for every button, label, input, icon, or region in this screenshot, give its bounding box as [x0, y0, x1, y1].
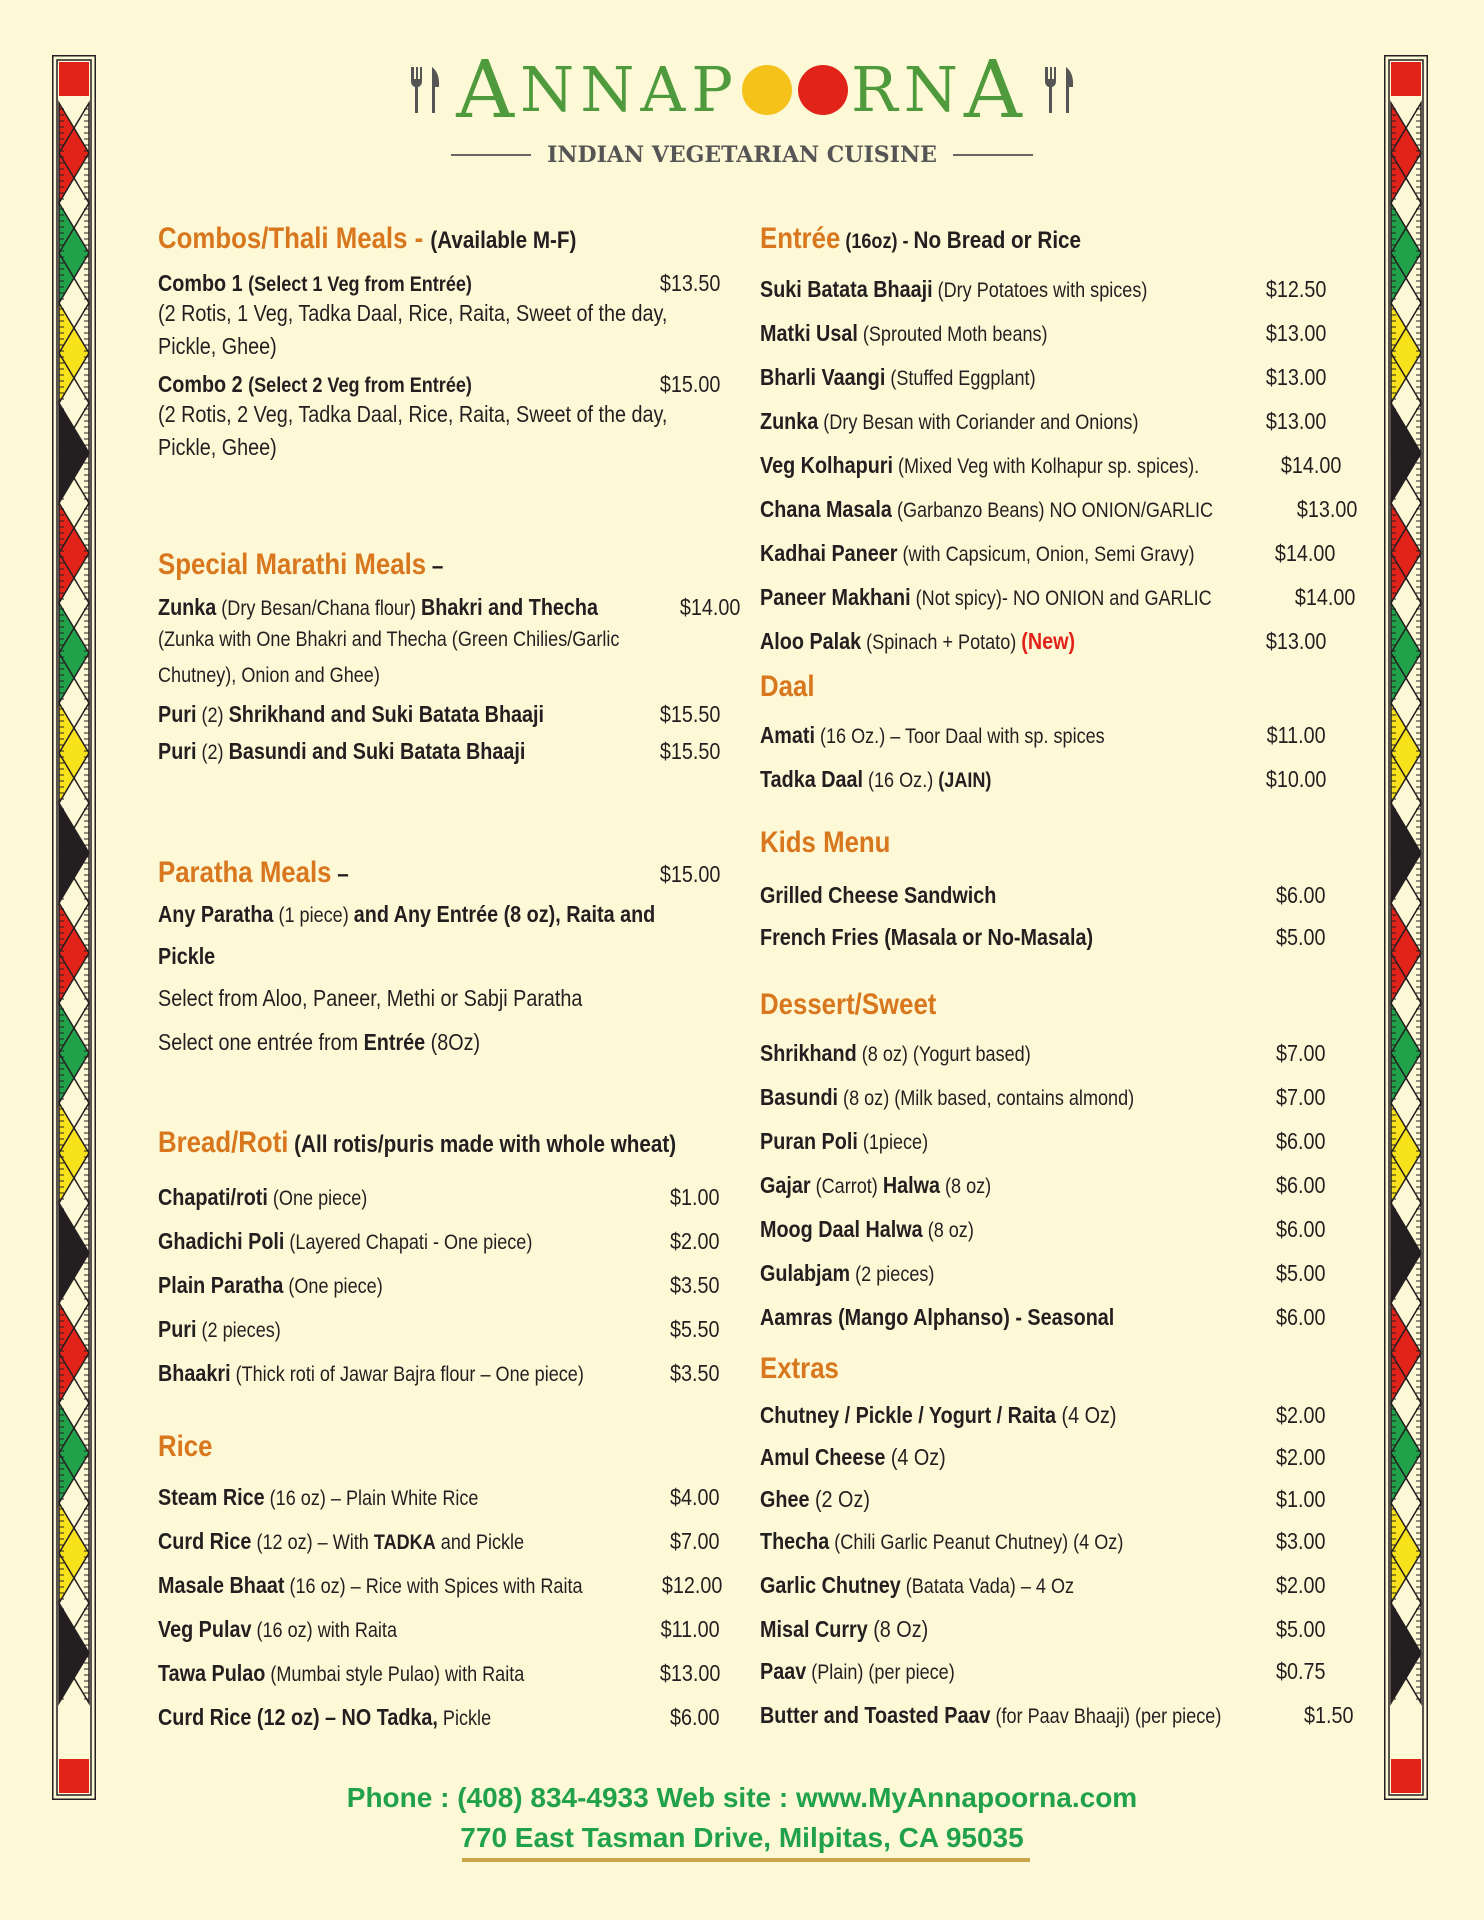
menu-item-combo2: Combo 2 (Select 2 Veg from Entrée) $15.00 — [158, 371, 720, 397]
logo-letter-a-end: A — [963, 43, 1028, 136]
footer-contact: Phone : (408) 834-4933 Web site : www.MyAnnapoorna.com — [346, 1782, 1138, 1813]
section-title-marathi: Special Marathi Meals – — [158, 548, 444, 581]
section-marathi — [158, 548, 740, 765]
paratha-line-2: Pickle — [158, 943, 216, 969]
decorative-border-right — [1384, 55, 1428, 1800]
menu-item-suki-batata: Suki Batata Bhaaji (Dry Potatoes with spices) $12.50 — [760, 276, 1326, 302]
fork-knife-icon — [1042, 65, 1076, 115]
menu-item-tawa-pulao: Tawa Pulao (Mumbai style Pulao) with Raita $13.00 — [158, 1660, 720, 1686]
menu-item-puran-poli: Puran Poli (1piece) $6.00 — [760, 1128, 1326, 1154]
menu-item-amul-cheese: Amul Cheese (4 Oz) $2.00 — [760, 1444, 1326, 1470]
logo-tagline — [0, 142, 1484, 168]
restaurant-logo — [0, 43, 1484, 168]
menu-item-chapati: Chapati/roti (One piece) $1.00 — [158, 1184, 720, 1210]
tagline-rule-right — [953, 154, 1033, 156]
footer-underline — [462, 1858, 1030, 1862]
section-bread — [158, 1126, 720, 1396]
menu-item-shrikhand: Shrikhand (8 oz) (Yogurt based) $7.00 — [760, 1040, 1326, 1066]
menu-item-butter-paav: Butter and Toasted Paav (for Paav Bhaaji) (per piece) $1.50 — [760, 1702, 1354, 1728]
menu-item-kadhai-paneer: Kadhai Paneer (with Capsicum, Onion, Semi Gravy) $14.00 — [760, 540, 1336, 566]
menu-column-right — [760, 222, 1358, 1728]
menu-item-veg-kolhapuri: Veg Kolhapuri (Mixed Veg with Kolhapur sp. spices). $14.00 — [760, 452, 1341, 478]
menu-item-matki-usal: Matki Usal (Sprouted Moth beans) $13.00 — [760, 320, 1326, 346]
section-paratha — [158, 856, 720, 1064]
paratha-line-1: Any Paratha (1 piece) and Any Entrée (8 oz), Raita and — [158, 901, 656, 927]
menu-item-paav: Paav (Plain) (per piece) $0.75 — [760, 1658, 1326, 1684]
section-title-kids: Kids Menu — [760, 826, 891, 859]
menu-item-ghee: Ghee (2 Oz) $1.00 — [760, 1486, 1326, 1512]
logo-dot-yellow — [742, 65, 792, 115]
paratha-price: $15.00 — [659, 861, 720, 887]
logo-letter-a: A — [456, 43, 521, 136]
section-title-paratha-row — [158, 856, 720, 890]
combo1-details: (2 Rotis, 1 Veg, Tadka Daal, Rice, Raita, Sweet of the day, — [158, 300, 668, 326]
menu-item-ghadichi-poli: Ghadichi Poli (Layered Chapati - One piece) $2.00 — [158, 1228, 720, 1254]
menu-item-puri-shrikhand: Puri (2) Shrikhand and Suki Batata Bhaaji $15.50 — [158, 701, 720, 727]
zunka-bhakri-details-2: Chutney), Onion and Ghee) — [158, 664, 380, 687]
section-extras — [760, 1352, 1354, 1738]
menu-item-thecha: Thecha (Chili Garlic Peanut Chutney) (4 Oz) $3.00 — [760, 1528, 1326, 1554]
section-rice — [158, 1430, 723, 1740]
section-combos — [158, 222, 720, 464]
menu-item-misal-curry: Misal Curry (8 Oz) $5.00 — [760, 1616, 1326, 1642]
section-entree — [760, 222, 1358, 664]
menu-item-garlic-chutney: Garlic Chutney (Batata Vada) – 4 Oz $2.00 — [760, 1572, 1326, 1598]
section-title-dessert: Dessert/Sweet — [760, 988, 937, 1021]
section-kids — [760, 826, 1326, 958]
menu-item-grilled-cheese: Grilled Cheese Sandwich $6.00 — [760, 882, 1326, 908]
menu-item-french-fries: French Fries (Masala or No-Masala) $5.00 — [760, 924, 1326, 950]
menu-item-zunka-bhakri: Zunka (Dry Besan/Chana flour) Bhakri and Thecha $14.00 — [158, 594, 740, 620]
menu-item-chutney: Chutney / Pickle / Yogurt / Raita (4 Oz) $2.00 — [760, 1402, 1326, 1428]
logo-wordmark — [394, 43, 1090, 136]
footer-address: 770 East Tasman Drive, Milpitas, CA 95035 — [460, 1822, 1024, 1853]
menu-item-combo1: Combo 1 (Select 1 Veg from Entrée) $13.50 — [158, 270, 720, 296]
menu-item-curd-rice-no-tadka: Curd Rice (12 oz) – NO Tadka, Pickle $6.00 — [158, 1704, 720, 1730]
menu-item-basundi: Basundi (8 oz) (Milk based, contains almond) $7.00 — [760, 1084, 1326, 1110]
menu-item-amati: Amati (16 Oz.) – Toor Daal with sp. spices $11.00 — [760, 722, 1326, 748]
section-title-combos: Combos/Thali Meals - (Available M-F) — [158, 222, 577, 255]
logo-letters-rn: RN — [851, 53, 964, 126]
menu-item-aloo-palak: Aloo Palak (Spinach + Potato) (New) $13.00 — [760, 628, 1326, 654]
new-badge: (New) — [1021, 628, 1076, 654]
menu-item-masale-bhaat: Masale Bhaat (16 oz) – Rice with Spices with Raita $12.00 — [158, 1572, 723, 1598]
menu-item-steam-rice: Steam Rice (16 oz) – Plain White Rice $4.00 — [158, 1484, 720, 1510]
section-title-rice: Rice — [158, 1430, 213, 1463]
menu-item-bhaakri: Bhaakri (Thick roti of Jawar Bajra flour – One piece) $3.50 — [158, 1360, 720, 1386]
tagline-rule-left — [451, 154, 531, 156]
menu-item-plain-paratha: Plain Paratha (One piece) $3.50 — [158, 1272, 720, 1298]
section-title-paratha: Paratha Meals – — [158, 856, 349, 889]
menu-item-moog-daal-halwa: Moog Daal Halwa (8 oz) $6.00 — [760, 1216, 1326, 1242]
section-title-daal: Daal — [760, 670, 815, 703]
logo-dot-red — [798, 65, 848, 115]
paratha-line-3: Select from Aloo, Paneer, Methi or Sabji Paratha — [158, 985, 583, 1011]
combo2-details: (2 Rotis, 2 Veg, Tadka Daal, Rice, Raita, Sweet of the day, — [158, 401, 668, 427]
menu-item-puri-basundi: Puri (2) Basundi and Suki Batata Bhaaji $15.50 — [158, 738, 720, 764]
menu-column-left — [158, 222, 740, 1730]
zunka-bhakri-details: (Zunka with One Bhakri and Thecha (Green Chilies/Garlic — [158, 628, 620, 651]
section-title-extras: Extras — [760, 1352, 839, 1385]
section-dessert — [760, 988, 1326, 1338]
menu-item-veg-pulav: Veg Pulav (16 oz) with Raita $11.00 — [158, 1616, 720, 1642]
decorative-border-left — [52, 55, 96, 1800]
menu-item-bharli-vaangi: Bharli Vaangi (Stuffed Eggplant) $13.00 — [760, 364, 1326, 390]
menu-item-tadka-daal: Tadka Daal (16 Oz.) (JAIN) $10.00 — [760, 766, 1326, 792]
fork-knife-icon — [408, 65, 442, 115]
menu-item-zunka: Zunka (Dry Besan with Coriander and Onions) $13.00 — [760, 408, 1326, 434]
section-title-entree: Entrée (16oz) - No Bread or Rice — [760, 222, 1082, 255]
logo-letters-nnap: NNAP — [520, 53, 740, 126]
section-title-bread: Bread/Roti (All rotis/puris made with whole wheat) — [158, 1126, 677, 1159]
menu-item-paneer-makhani: Paneer Makhani (Not spicy)- NO ONION and GARLIC $14.00 — [760, 584, 1356, 610]
paratha-line-4: Select one entrée from Entrée (8Oz) — [158, 1029, 481, 1055]
menu-item-curd-rice: Curd Rice (12 oz) – With TADKA and Pickle $7.00 — [158, 1528, 720, 1554]
combo2-details-2: Pickle, Ghee) — [158, 434, 277, 460]
menu-item-puri: Puri (2 pieces) $5.50 — [158, 1316, 720, 1342]
menu-item-gajar-halwa: Gajar (Carrot) Halwa (8 oz) $6.00 — [760, 1172, 1326, 1198]
combo1-details-2: Pickle, Ghee) — [158, 333, 277, 359]
menu-item-gulabjam: Gulabjam (2 pieces) $5.00 — [760, 1260, 1326, 1286]
menu-item-aamras: Aamras (Mango Alphanso) - Seasonal $6.00 — [760, 1304, 1326, 1330]
menu-item-chana-masala: Chana Masala (Garbanzo Beans) NO ONION/GARLIC $13.00 — [760, 496, 1358, 522]
tagline-text: INDIAN VEGETARIAN CUISINE — [547, 142, 937, 168]
section-daal — [760, 670, 1326, 802]
